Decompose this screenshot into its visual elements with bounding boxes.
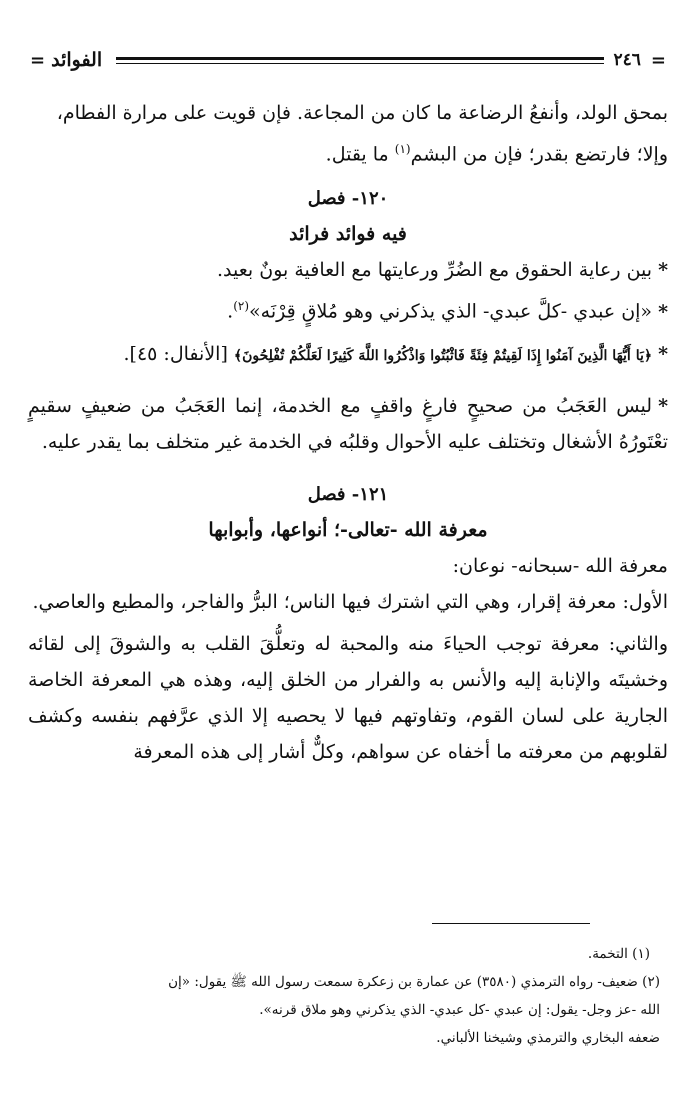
intro-line-1: بمحق الولد، وأنفعُ الرضاعة ما كان من المجاعة. فإن قويت على مرارة الفطام،	[56, 102, 668, 124]
section-120-title: فيه فوائد فرائد	[289, 223, 407, 246]
section-121-title: معرفة الله -تعالى-؛ أنواعها، وأبوابها	[208, 518, 488, 541]
main-text	[28, 95, 668, 770]
verse-citation: [الأنفال: ٤٥].	[123, 342, 228, 365]
running-header	[30, 40, 666, 80]
paragraph-types: معرفة الله -سبحانه- نوعان:	[452, 554, 668, 577]
header-rule-thin	[116, 63, 603, 64]
header-rule-thick	[116, 57, 603, 60]
bullet-item-4	[28, 388, 668, 460]
footnotes	[30, 940, 660, 1052]
intro-line-2	[28, 131, 668, 172]
page-number: ٢٤٦	[613, 50, 641, 70]
intro-line-2-end: ما يقتل.	[325, 143, 395, 166]
footnote-2-line-2: الله -عز وجل- يقول: إن عبدي -كل عبدي- الذي يذكرني وهو ملاق قرنه».	[259, 1002, 660, 1018]
header-rule	[116, 55, 603, 65]
footnote-2-line-3: ضعفه البخاري والترمذي وشيخنا الألباني.	[436, 1030, 660, 1046]
footnote-ref-1[interactable]: (١)	[394, 142, 411, 156]
bullet-item-2-end: .	[227, 300, 234, 323]
bullet-item-1	[28, 252, 668, 288]
footnote-separator	[432, 923, 590, 924]
bullet-item-2	[28, 288, 668, 329]
footnote-2-line-1: (٢) ضعيف- رواه الترمذي (٣٥٨٠) عن عمارة بن زعكرة سمعت رسول الله ﷺ يقول: «إن	[168, 974, 660, 990]
header-dash-right: =	[650, 49, 666, 71]
section-121-number: ١٢١- فصل	[307, 483, 389, 505]
bullet-icon: *	[658, 394, 668, 417]
header-dash-left: =	[30, 49, 46, 71]
bullet-icon: *	[658, 259, 668, 282]
bullet-icon: *	[658, 342, 668, 365]
section-120-number: ١٢٠- فصل	[307, 188, 389, 210]
intro-line-2-text: وإلا؛ فارتضع بقدر؛ فإن من البشم	[410, 143, 668, 166]
book-title: الفوائد	[51, 49, 103, 71]
footnote-ref-2[interactable]: (٢)	[233, 299, 250, 314]
bullet-item-4-text: ليس العَجَبُ من صحيحٍ فارغٍ واقفٍ مع الخدمة، إنما العَجَبُ من ضعيفٍ سقيمٍ تعْتَورُهُ الأشغال وتختلف عليه الأحوال وقلبُه في الخدمة غير متخلف بما يقدر عليه.	[28, 394, 668, 453]
footnote-1: (١) التخمة.	[587, 946, 650, 962]
bullet-icon: *	[658, 300, 668, 323]
paragraph-second: والثاني: معرفة توجب الحياءَ منه والمحبة له وتعلُّقَ القلب به والشوقَ إلى لقائه وخشيتَه والإنابة إليه والأنس به والفرار من الخلق إليه، وهذه هي المعرفة الخاصة الجارية على لسان القوم، وتفاوتهم فيها لا يحصيه إلا الذي عرَّفهم بنفسه وكشف لقلوبهم من معرفته ما أخفاه عن سواهم، وكلٌّ أشار إلى هذه المعرفة	[28, 632, 668, 763]
bullet-item-1-text: بين رعاية الحقوق مع الضُرِّ ورعايتها مع العافية بونٌ بعيد.	[217, 259, 653, 282]
bullet-item-2-text: «إن عبدي -كلَّ عبدي- الذي يذكرني وهو مُلاقٍ قِرْنَه»	[249, 300, 653, 323]
bullet-item-3	[28, 336, 668, 374]
paragraph-first: الأول: معرفة إقرار، وهي التي اشترك فيها الناس؛ البرُّ والفاجر، والمطيع والعاصي.	[32, 590, 668, 613]
quran-verse: ﴿يَا أَيُّهَا الَّذِينَ آمَنُوا إِذَا لَقِيتُمْ فِئَةً فَاثْبُتُوا وَاذْكُرُوا اللَّهَ كَثِيرًا لَعَلَّكُمْ تُفْلِحُونَ﴾	[233, 347, 653, 364]
